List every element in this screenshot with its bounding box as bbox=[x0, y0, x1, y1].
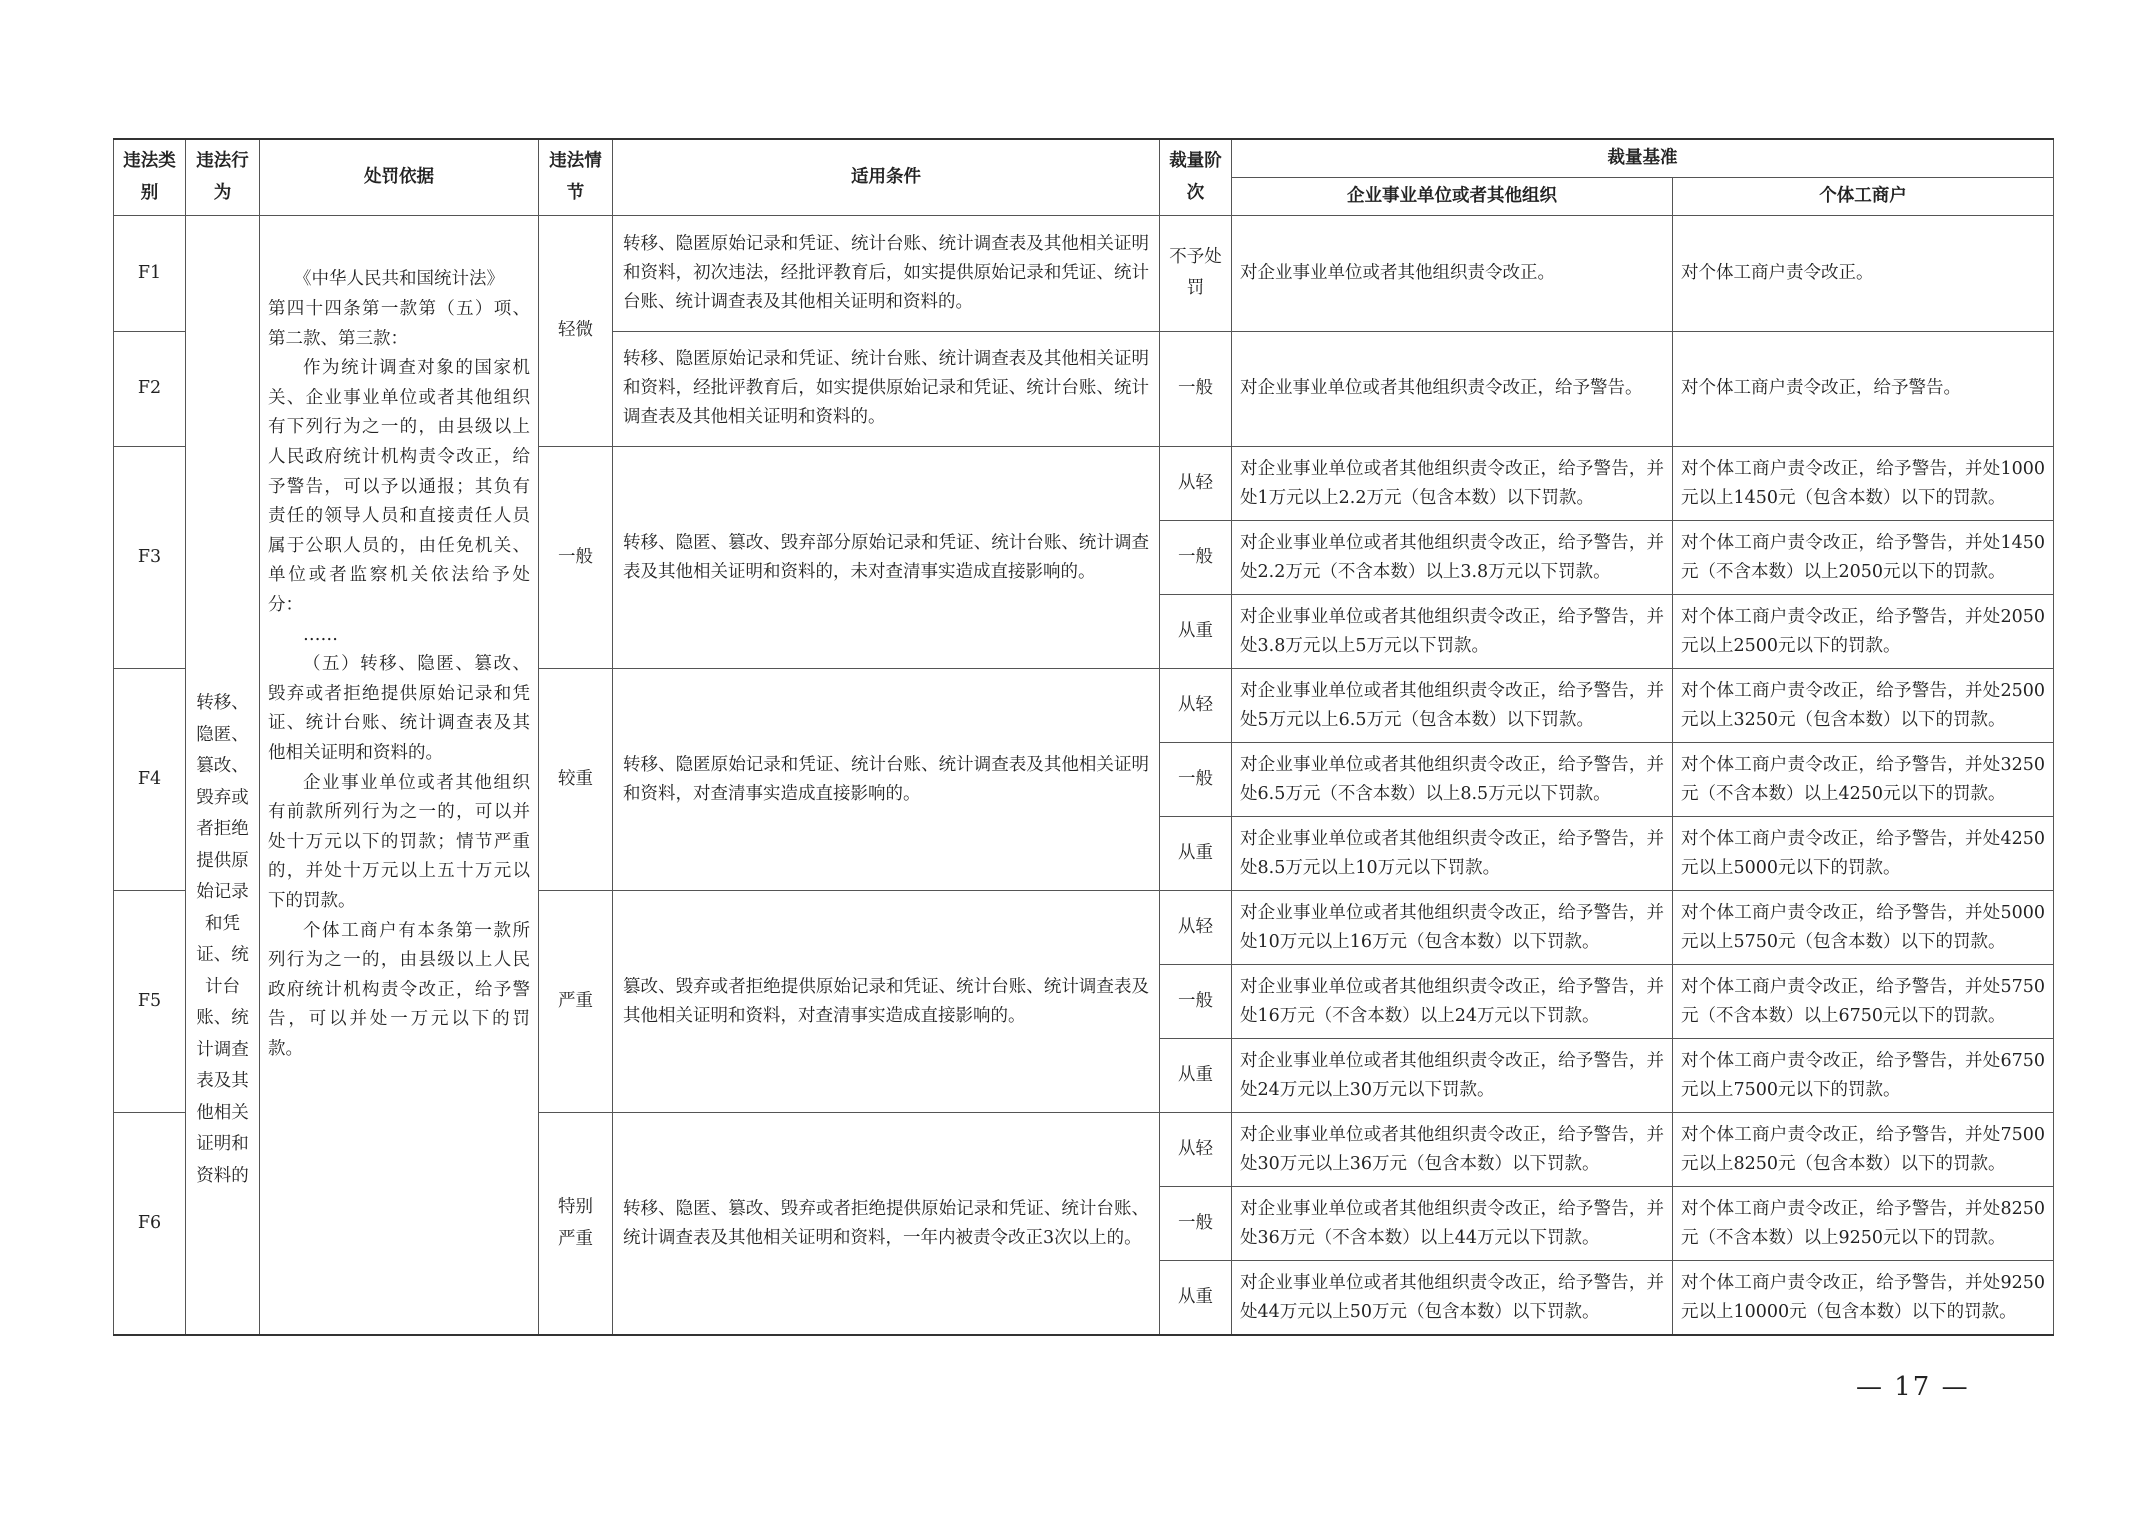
enterprise-benchmark: 对企业事业单位或者其他组织责令改正，给予警告，并处30万元以上36万元（包含本数）以下罚款。 bbox=[1232, 1113, 1673, 1187]
level-cell: 一般 bbox=[1160, 521, 1232, 595]
enterprise-benchmark: 对企业事业单位或者其他组织责令改正，给予警告，并处16万元（不含本数）以上24万元以下罚款。 bbox=[1232, 965, 1673, 1039]
basis-item-5: （五）转移、隐匿、篡改、毁弃或者拒绝提供原始记录和凭证、统计台账、统计调查表及其他相关证明和资料的。 bbox=[268, 654, 530, 763]
individual-benchmark: 对个体工商户责令改正，给予警告，并处6750元以上7500元以下的罚款。 bbox=[1673, 1039, 2054, 1113]
header-benchmark: 裁量基准 bbox=[1232, 139, 2054, 178]
level-cell: 从重 bbox=[1160, 817, 1232, 891]
header-behavior: 违法行为 bbox=[186, 139, 260, 216]
individual-benchmark: 对个体工商户责令改正，给予警告，并处2500元以上3250元（包含本数）以下的罚款。 bbox=[1673, 669, 2054, 743]
header-category: 违法类别 bbox=[114, 139, 186, 216]
level-cell: 从重 bbox=[1160, 1261, 1232, 1336]
enterprise-benchmark: 对企业事业单位或者其他组织责令改正，给予警告，并处10万元以上16万元（包含本数）以下罚款。 bbox=[1232, 891, 1673, 965]
individual-benchmark: 对个体工商户责令改正，给予警告，并处5750元（不含本数）以上6750元以下的罚款。 bbox=[1673, 965, 2054, 1039]
basis-para-3: 个体工商户有本条第一款所列行为之一的，由县级以上人民政府统计机构责令改正，给予警告，可以并处一万元以下的罚款。 bbox=[268, 920, 530, 1059]
behavior-text: 转移、隐匿、篡改、毁弃或者拒绝提供原始记录和凭证、统计台账、统计调查表及其他相关证明和资料的 bbox=[196, 693, 249, 1186]
basis-law-title: 《中华人民共和国统计法》 bbox=[294, 269, 504, 290]
enterprise-benchmark: 对企业事业单位或者其他组织责令改正，给予警告，并处5万元以上6.5万元（包含本数）以下罚款。 bbox=[1232, 669, 1673, 743]
individual-benchmark: 对个体工商户责令改正，给予警告，并处9250元以上10000元（包含本数）以下的罚款。 bbox=[1673, 1261, 2054, 1336]
header-circumstance: 违法情节 bbox=[539, 139, 613, 216]
header-condition: 适用条件 bbox=[613, 139, 1160, 216]
enterprise-benchmark: 对企业事业单位或者其他组织责令改正，给予警告。 bbox=[1232, 331, 1673, 447]
individual-benchmark: 对个体工商户责令改正，给予警告，并处1450元（不含本数）以上2050元以下的罚款。 bbox=[1673, 521, 2054, 595]
circumstance-severe: 严重 bbox=[539, 891, 613, 1113]
table-row bbox=[114, 216, 2054, 332]
circumstance-serious: 较重 bbox=[539, 669, 613, 891]
individual-benchmark: 对个体工商户责令改正，给予警告，并处5000元以上5750元（包含本数）以下的罚款。 bbox=[1673, 891, 2054, 965]
basis-para-2: 企业事业单位或者其他组织有前款所列行为之一的，可以并处十万元以下的罚款；情节严重的，并处十万元以上五十万元以下的罚款。 bbox=[268, 772, 530, 911]
header-individual: 个体工商户 bbox=[1673, 178, 2054, 216]
condition-f4: 转移、隐匿原始记录和凭证、统计台账、统计调查表及其他相关证明和资料，对查清事实造成直接影响的。 bbox=[613, 669, 1160, 891]
individual-benchmark: 对个体工商户责令改正，给予警告，并处1000元以上1450元（包含本数）以下的罚款。 bbox=[1673, 447, 2054, 521]
basis-para-1: 作为统计调查对象的国家机关、企业事业单位或者其他组织有下列行为之一的，由县级以上人民政府统计机构责令改正，给予警告，可以予以通报；其负有责任的领导人员和直接责任人员属于公职人员的，由任免机关、单位或者监察机关依法给予处分： bbox=[268, 358, 530, 616]
level-cell: 不予处罚 bbox=[1160, 216, 1232, 332]
category-code: F4 bbox=[114, 669, 186, 891]
condition-f3: 转移、隐匿、篡改、毁弃部分原始记录和凭证、统计台账、统计调查表及其他相关证明和资料的，未对查清事实造成直接影响的。 bbox=[613, 447, 1160, 669]
condition-f2: 转移、隐匿原始记录和凭证、统计台账、统计调查表及其他相关证明和资料，经批评教育后，如实提供原始记录和凭证、统计台账、统计调查表及其他相关证明和资料的。 bbox=[613, 331, 1160, 447]
condition-f1: 转移、隐匿原始记录和凭证、统计台账、统计调查表及其他相关证明和资料，初次违法，经批评教育后，如实提供原始记录和凭证、统计台账、统计调查表及其他相关证明和资料的。 bbox=[613, 216, 1160, 332]
level-cell: 一般 bbox=[1160, 1187, 1232, 1261]
basis-ellipsis: …… bbox=[303, 624, 338, 645]
category-code: F2 bbox=[114, 331, 186, 447]
level-cell: 从重 bbox=[1160, 1039, 1232, 1113]
enterprise-benchmark: 对企业事业单位或者其他组织责令改正，给予警告，并处44万元以上50万元（包含本数）以下罚款。 bbox=[1232, 1261, 1673, 1336]
header-enterprise: 企业事业单位或者其他组织 bbox=[1232, 178, 1673, 216]
level-cell: 从轻 bbox=[1160, 1113, 1232, 1187]
discretion-benchmark-table bbox=[113, 138, 2054, 1336]
page-number: — 17 — bbox=[1856, 1372, 1970, 1402]
behavior-cell bbox=[186, 216, 260, 1336]
enterprise-benchmark: 对企业事业单位或者其他组织责令改正，给予警告，并处1万元以上2.2万元（包含本数）以下罚款。 bbox=[1232, 447, 1673, 521]
enterprise-benchmark: 对企业事业单位或者其他组织责令改正，给予警告，并处24万元以上30万元以下罚款。 bbox=[1232, 1039, 1673, 1113]
circumstance-minor: 轻微 bbox=[539, 216, 613, 447]
enterprise-benchmark: 对企业事业单位或者其他组织责令改正，给予警告，并处6.5万元（不含本数）以上8.5万元以下罚款。 bbox=[1232, 743, 1673, 817]
circumstance-special: 特别严重 bbox=[539, 1113, 613, 1336]
header-basis: 处罚依据 bbox=[260, 139, 539, 216]
circumstance-general: 一般 bbox=[539, 447, 613, 669]
level-cell: 从轻 bbox=[1160, 669, 1232, 743]
condition-f5: 篡改、毁弃或者拒绝提供原始记录和凭证、统计台账、统计调查表及其他相关证明和资料，对查清事实造成直接影响的。 bbox=[613, 891, 1160, 1113]
category-code: F3 bbox=[114, 447, 186, 669]
enterprise-benchmark: 对企业事业单位或者其他组织责令改正，给予警告，并处2.2万元（不含本数）以上3.8万元以下罚款。 bbox=[1232, 521, 1673, 595]
enterprise-benchmark: 对企业事业单位或者其他组织责令改正，给予警告，并处8.5万元以上10万元以下罚款。 bbox=[1232, 817, 1673, 891]
individual-benchmark: 对个体工商户责令改正，给予警告，并处7500元以上8250元（包含本数）以下的罚款。 bbox=[1673, 1113, 2054, 1187]
category-code: F6 bbox=[114, 1113, 186, 1336]
individual-benchmark: 对个体工商户责令改正，给予警告，并处3250元（不含本数）以上4250元以下的罚款。 bbox=[1673, 743, 2054, 817]
level-cell: 一般 bbox=[1160, 965, 1232, 1039]
individual-benchmark: 对个体工商户责令改正。 bbox=[1673, 216, 2054, 332]
level-cell: 一般 bbox=[1160, 331, 1232, 447]
individual-benchmark: 对个体工商户责令改正，给予警告，并处8250元（不含本数）以上9250元以下的罚款。 bbox=[1673, 1187, 2054, 1261]
level-cell: 从轻 bbox=[1160, 891, 1232, 965]
category-code: F5 bbox=[114, 891, 186, 1113]
basis-article: 第四十四条第一款第（五）项、第二款、第三款： bbox=[268, 299, 530, 349]
individual-benchmark: 对个体工商户责令改正，给予警告，并处2050元以上2500元以下的罚款。 bbox=[1673, 595, 2054, 669]
level-cell: 从轻 bbox=[1160, 447, 1232, 521]
level-cell: 从重 bbox=[1160, 595, 1232, 669]
condition-f6: 转移、隐匿、篡改、毁弃或者拒绝提供原始记录和凭证、统计台账、统计调查表及其他相关证明和资料，一年内被责令改正3次以上的。 bbox=[613, 1113, 1160, 1336]
basis-cell bbox=[260, 216, 539, 1336]
enterprise-benchmark: 对企业事业单位或者其他组织责令改正，给予警告，并处3.8万元以上5万元以下罚款。 bbox=[1232, 595, 1673, 669]
header-level: 裁量阶次 bbox=[1160, 139, 1232, 216]
individual-benchmark: 对个体工商户责令改正，给予警告。 bbox=[1673, 331, 2054, 447]
category-code: F1 bbox=[114, 216, 186, 332]
enterprise-benchmark: 对企业事业单位或者其他组织责令改正。 bbox=[1232, 216, 1673, 332]
enterprise-benchmark: 对企业事业单位或者其他组织责令改正，给予警告，并处36万元（不含本数）以上44万元以下罚款。 bbox=[1232, 1187, 1673, 1261]
individual-benchmark: 对个体工商户责令改正，给予警告，并处4250元以上5000元以下的罚款。 bbox=[1673, 817, 2054, 891]
level-cell: 一般 bbox=[1160, 743, 1232, 817]
